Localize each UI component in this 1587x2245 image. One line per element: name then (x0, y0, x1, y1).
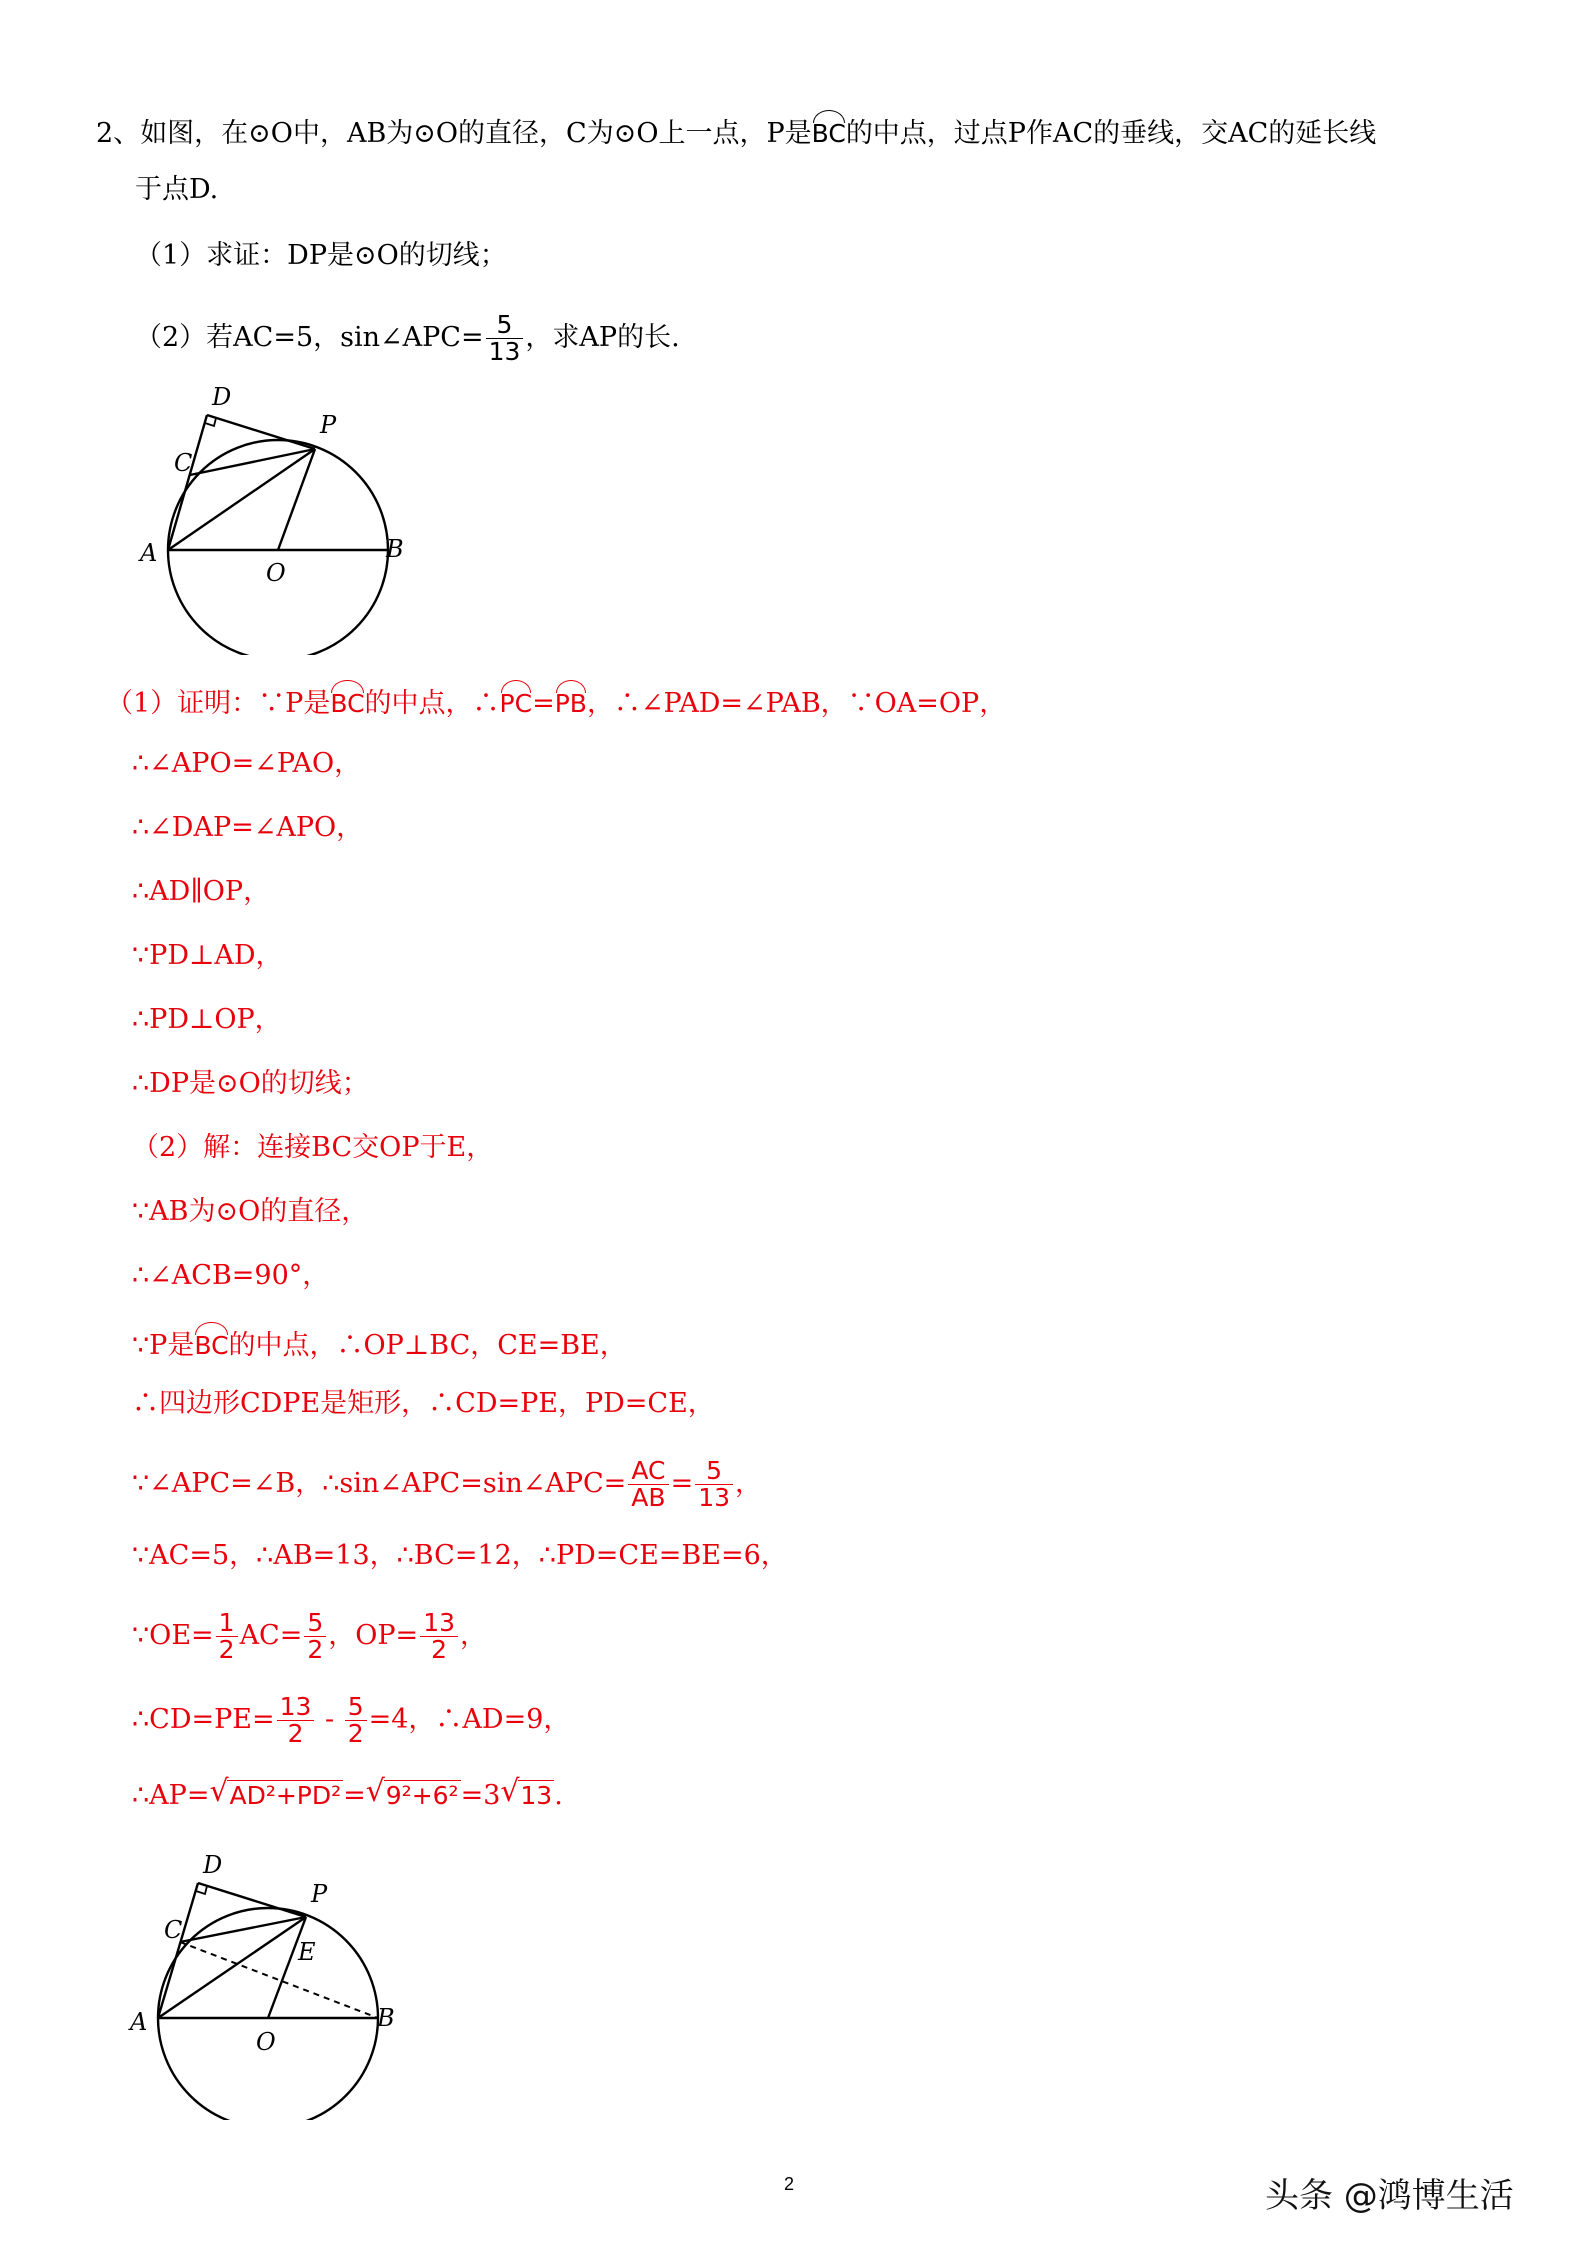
fraction-5-13 (695, 1458, 733, 1511)
segment-dp (207, 415, 315, 449)
solution-text: ∵AC=5，∴AB=13，∴BC=12，∴PD=CE=BE=6， (132, 1540, 788, 1571)
solution-line-9 (132, 1194, 368, 1230)
fraction-numerator: 13 (277, 1694, 315, 1721)
arc-bc: BC (194, 1322, 228, 1364)
solution-line-17 (132, 1778, 563, 1814)
solution-text: ∵PD⊥AD， (132, 940, 283, 971)
radicand: 9²+6² (385, 1781, 459, 1810)
fraction-numerator: 5 (695, 1458, 733, 1485)
fraction-numerator: 1 (216, 1610, 238, 1637)
solution-text: ∴∠APO=∠PAO， (132, 748, 362, 779)
solution-text: = (532, 688, 555, 719)
solution-line-5 (132, 938, 283, 974)
fraction-1-2 (216, 1610, 238, 1663)
segment-bc-dashed (180, 1942, 378, 2018)
solution-text: =4，∴AD=9， (368, 1704, 571, 1735)
label-b: B (386, 535, 404, 563)
label-c: C (164, 1916, 183, 1944)
fraction-denominator: 2 (307, 1635, 324, 1664)
question-2-text-b: ，求AP的长. (525, 322, 680, 353)
fraction-numerator: 5 (486, 312, 524, 339)
solution-line-12 (132, 1386, 715, 1422)
arc-bc: BC (812, 110, 846, 152)
segment-ad (168, 415, 207, 550)
geometry-figure-1 (130, 375, 410, 655)
solution-line-2 (132, 746, 361, 782)
solution-text: - (316, 1704, 343, 1735)
fraction-5-2 (345, 1694, 367, 1747)
fraction-denominator: 2 (218, 1635, 235, 1664)
segment-dp (198, 1883, 306, 1917)
label-d: D (212, 383, 232, 411)
solution-text: ，∴∠PAD=∠PAB，∵OA=OP， (586, 688, 1007, 719)
label-a: A (130, 2008, 148, 2036)
fraction-5-13 (486, 312, 524, 365)
page-number: 2 (784, 2174, 795, 2194)
solution-text: ∵OE= (132, 1620, 214, 1651)
fraction-numerator: 13 (420, 1610, 458, 1637)
fraction-denominator: 2 (431, 1635, 448, 1664)
problem-number: 2、 (96, 118, 141, 149)
sqrt-ad2-pd2 (209, 1778, 343, 1814)
arc-pb: PB (555, 680, 587, 722)
label-b: B (377, 2004, 395, 2032)
solution-text: ∴CD=PE= (132, 1704, 275, 1735)
solution-line-3 (132, 810, 363, 846)
solution-text: ∴AD∥OP， (132, 876, 271, 907)
solution-line-11 (132, 1322, 627, 1364)
solution-text: 的中点，∴OP⊥BC，CE=BE， (228, 1330, 627, 1361)
question-2-text-a: （2）若AC=5，sin∠APC= (135, 322, 484, 353)
solution-text: 的中点，∴ (364, 688, 500, 719)
radicand: 13 (520, 1781, 553, 1810)
fraction-denominator: 2 (287, 1719, 304, 1748)
question-2 (135, 312, 680, 365)
problem-line-2 (135, 172, 218, 208)
solution-line-16 (132, 1694, 570, 1747)
solution-text: ∴DP是⊙O的切线； (132, 1068, 369, 1099)
solution-line-6 (132, 1002, 282, 1038)
fraction-5-2 (304, 1610, 326, 1663)
solution-text: ∴∠DAP=∠APO， (132, 812, 364, 843)
geometry-figure-2 (128, 1840, 408, 2120)
solution-line-7 (132, 1066, 369, 1102)
solution-text: ∴∠ACB=90°， (132, 1260, 330, 1291)
fraction-denominator: 13 (698, 1483, 730, 1512)
segment-op (278, 449, 315, 550)
sqrt-9-6 (366, 1778, 461, 1814)
fraction-numerator: 5 (304, 1610, 326, 1637)
solution-text: =3 (460, 1780, 501, 1811)
solution-line-8 (132, 1130, 493, 1166)
fraction-ac-ab (628, 1458, 668, 1511)
solution-line-4 (132, 874, 270, 910)
solution-line-10 (132, 1258, 329, 1294)
solution-line-15 (132, 1610, 487, 1663)
question-1 (135, 238, 507, 274)
solution-text: = (670, 1468, 694, 1499)
fraction-denominator: AB (631, 1483, 666, 1512)
solution-text: ∵∠APC=∠B，∴sin∠APC=sin∠APC= (132, 1468, 627, 1499)
label-a: A (140, 539, 158, 567)
fraction-numerator: 5 (345, 1694, 367, 1721)
solution-text: （2）解：连接BC交OP于E， (132, 1132, 494, 1163)
solution-text: ∴PD⊥OP， (132, 1004, 282, 1035)
solution-line-14 (132, 1538, 788, 1574)
label-p: P (320, 411, 337, 439)
fraction-denominator: 2 (347, 1719, 364, 1748)
solution-line-1 (106, 680, 1006, 722)
label-d: D (203, 1851, 223, 1879)
solution-text: AC= (239, 1620, 303, 1651)
solution-text: ， (735, 1468, 762, 1499)
solution-text: ∴四边形CDPE是矩形，∴CD=PE，PD=CE， (132, 1388, 715, 1419)
watermark: 头条 @鸿博生活 (1265, 2176, 1514, 2216)
segment-ad (158, 1883, 198, 2018)
label-o: O (256, 2028, 276, 2056)
problem-stem-part2: 的中点，过点P作AC的垂线，交AC的延长线 (845, 118, 1377, 149)
solution-text: ，OP= (328, 1620, 419, 1651)
problem-stem-line2: 于点D. (135, 174, 219, 205)
label-p: P (311, 1880, 328, 1908)
question-1-text: （1）求证：DP是⊙O的切线； (135, 240, 507, 271)
solution-text: ∵AB为⊙O的直径， (132, 1196, 369, 1227)
solution-text: . (554, 1780, 563, 1811)
label-o: O (266, 559, 286, 587)
fraction-numerator: AC (628, 1458, 668, 1485)
label-c: C (174, 449, 193, 477)
arc-bc: BC (330, 680, 364, 722)
solution-text: = (343, 1780, 366, 1811)
solution-text: ∴AP= (132, 1780, 210, 1811)
problem-line-1 (96, 110, 1376, 152)
fraction-13-2 (277, 1694, 315, 1747)
solution-text: ， (460, 1620, 487, 1651)
label-e: E (298, 1938, 316, 1966)
arc-pc: PC (500, 680, 533, 722)
segment-op (268, 1917, 306, 2018)
problem-stem-part1: 如图，在⊙O中，AB为⊙O的直径，C为⊙O上一点，P是 (140, 118, 812, 149)
solution-text: ∵P是 (132, 1330, 195, 1361)
fraction-13-2 (420, 1610, 458, 1663)
solution-line-13 (132, 1458, 762, 1511)
radicand: AD²+PD² (229, 1781, 342, 1810)
sqrt-13 (500, 1778, 554, 1814)
fraction-denominator: 13 (488, 337, 521, 366)
solution-text: （1）证明：∵P是 (106, 688, 331, 719)
